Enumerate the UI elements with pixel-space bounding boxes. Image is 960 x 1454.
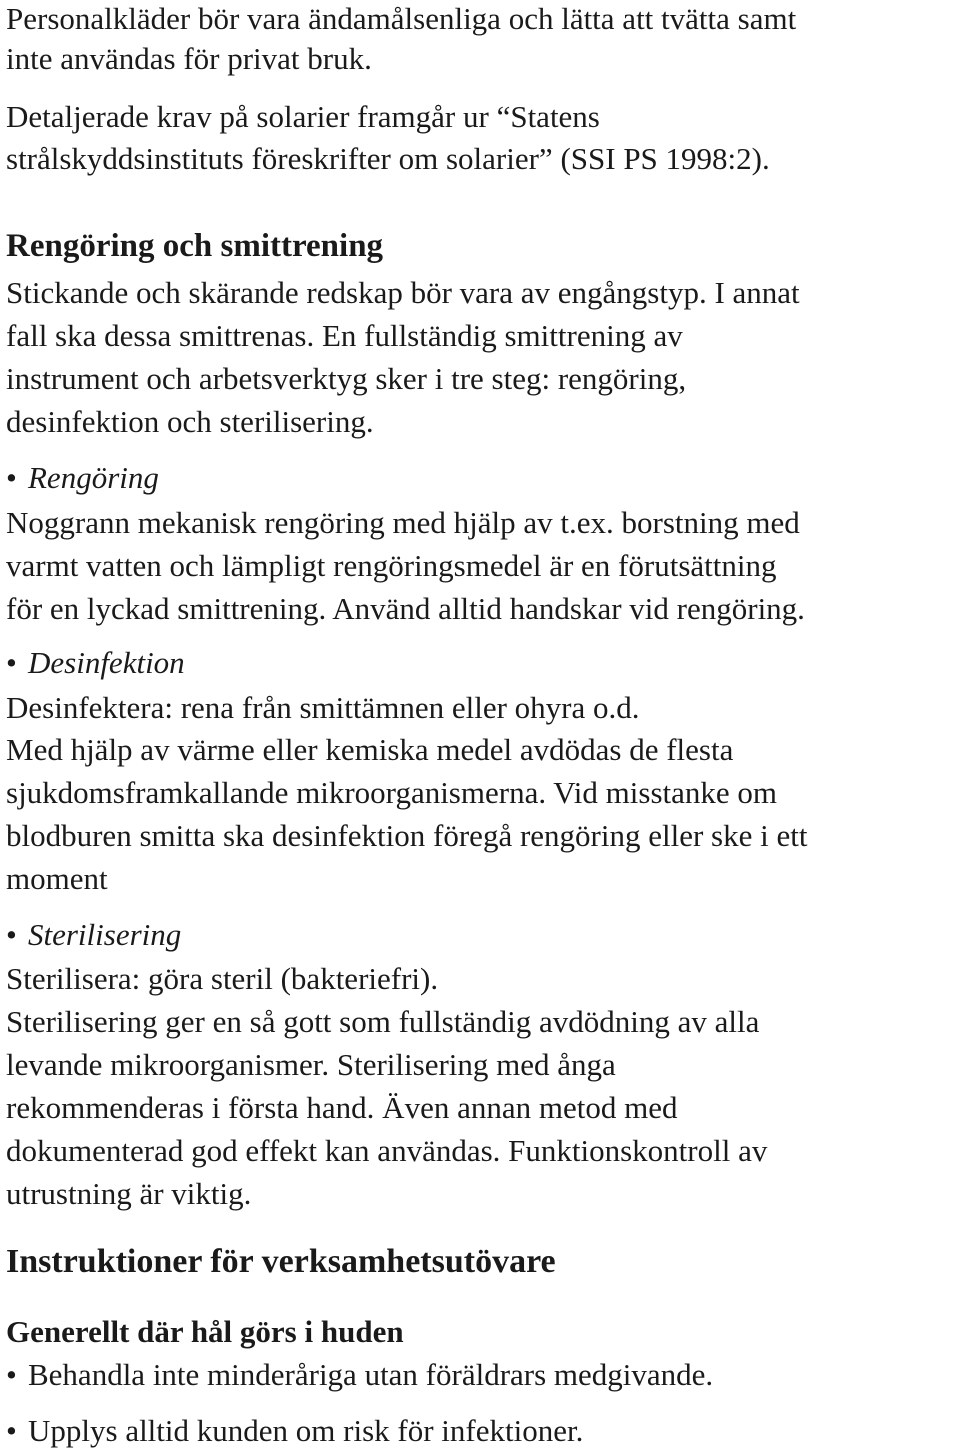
- bullet-icon: •: [6, 1413, 17, 1448]
- step-title: Rengöring: [28, 460, 159, 495]
- intro-line: Detaljerade krav på solarier framgår ur “Statens: [6, 99, 600, 134]
- cleaning-line: Stickande och skärande redskap bör vara av engångstyp. I annat: [6, 275, 800, 310]
- step-line: utrustning är viktig.: [6, 1176, 252, 1211]
- step-line: rekommenderas i första hand. Även annan metod med: [6, 1090, 678, 1125]
- list-item: [6, 1354, 713, 1396]
- step-line: för en lyckad smittrening. Använd alltid handskar vid rengöring.: [6, 591, 805, 626]
- bullet-icon: •: [6, 1357, 17, 1392]
- section-heading-cleaning: Rengöring och smittrening: [6, 228, 384, 264]
- step-desinfektion-title: [6, 642, 185, 684]
- list-item: [6, 1410, 583, 1452]
- bullet-icon: •: [6, 645, 17, 680]
- intro-line: strålskyddsinstituts föreskrifter om solarier” (SSI PS 1998:2).: [6, 141, 770, 176]
- step-line: blodburen smitta ska desinfektion föregå rengöring eller ske i ett: [6, 818, 808, 853]
- cleaning-line: desinfektion och sterilisering.: [6, 404, 374, 439]
- step-line: levande mikroorganismer. Sterilisering med ånga: [6, 1047, 616, 1082]
- intro-line: Personalkläder bör vara ändamålsenliga och lätta att tvätta samt: [6, 1, 797, 36]
- bullet-icon: •: [6, 460, 17, 495]
- cleaning-line: fall ska dessa smittrenas. En fullständig smittrening av: [6, 318, 683, 353]
- step-line: Med hjälp av värme eller kemiska medel avdödas de flesta: [6, 732, 734, 767]
- bullet-icon: •: [6, 917, 17, 952]
- step-line: varmt vatten och lämpligt rengöringsmedel är en förutsättning: [6, 548, 777, 583]
- section-heading-instructions: Instruktioner för verksamhetsutövare: [6, 1243, 556, 1280]
- step-line: Sterilisering ger en så gott som fullständig avdödning av alla: [6, 1004, 760, 1039]
- step-line: sjukdomsframkallande mikroorganismerna. Vid misstanke om: [6, 775, 778, 810]
- step-line: Sterilisera: göra steril (bakteriefri).: [6, 961, 439, 996]
- step-title: Desinfektion: [28, 645, 185, 680]
- step-line: Desinfektera: rena från smittämnen eller ohyra o.d.: [6, 690, 640, 725]
- step-line: Noggrann mekanisk rengöring med hjälp av t.ex. borstning med: [6, 505, 800, 540]
- list-item-text: Behandla inte minderåriga utan föräldrars medgivande.: [28, 1357, 714, 1392]
- cleaning-line: instrument och arbetsverktyg sker i tre steg: rengöring,: [6, 361, 687, 396]
- step-sterilisering-title: [6, 914, 181, 956]
- intro-line: inte användas för privat bruk.: [6, 41, 372, 76]
- step-line: moment: [6, 861, 108, 896]
- step-rengoring-title: [6, 457, 159, 499]
- step-title: Sterilisering: [28, 917, 182, 952]
- list-item-text: Upplys alltid kunden om risk för infektioner.: [28, 1413, 584, 1448]
- subheading-skin-piercing: Generellt där hål görs i huden: [6, 1314, 404, 1349]
- step-line: dokumenterad god effekt kan användas. Funktionskontroll av: [6, 1133, 768, 1168]
